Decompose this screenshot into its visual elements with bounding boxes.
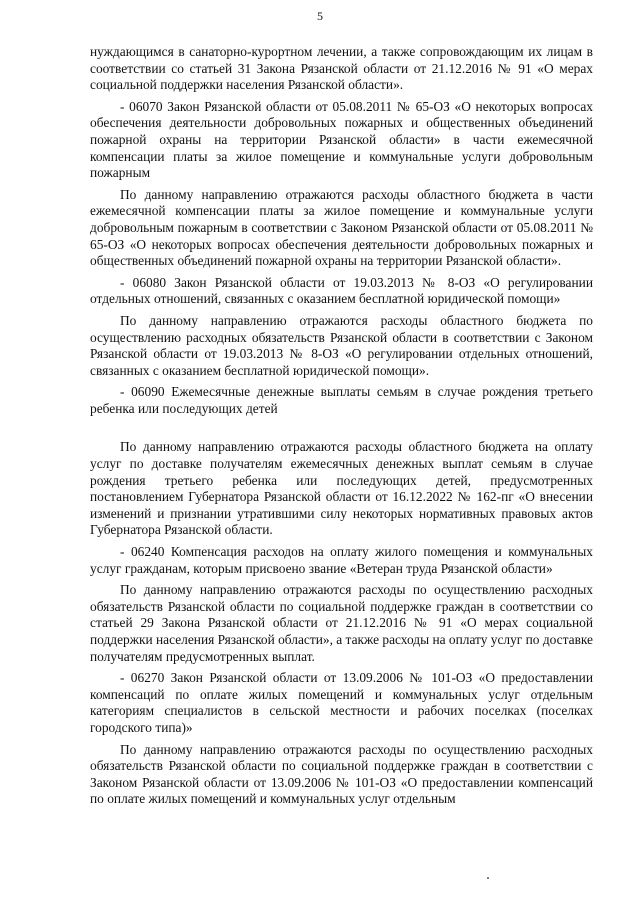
section-heading-06270: - 06270 Закон Рязанской области от 13.09.2006 № 101-ОЗ «О предоставлении компенсаций по оплате жилых помещений и коммунальных услуг отдельным категориям специалистов в сельской местности и рабочих поселках (поселках городского типа)» <box>90 670 593 735</box>
section-heading-06240: - 06240 Компенсация расходов на оплату жилого помещения и коммунальных услуг гражданам, которым присвоено звание «Ветеран труда Рязанской области» <box>90 544 593 576</box>
paragraph: По данному направлению отражаются расходы областного бюджета в части ежемесячной компенсации платы за жилое помещение и коммунальные услуги добровольным пожарным в соответствии с Законом Рязанской области от 05.08.2011 № 65-ОЗ «О некоторых вопросах обеспечения деятельности добровольных пожарных и общественных объединений пожарной охраны на территории Рязанской области». <box>90 186 593 269</box>
paragraph: нуждающимся в санаторно-курортном лечении, а также сопровождающим их лицам в соответствии со статьей 31 Закона Рязанской области от 21.12.2016 № 91 «О мерах социальной поддержки населения Рязанской области». <box>90 44 593 93</box>
document-body <box>90 44 593 813</box>
paragraph: По данному направлению отражаются расходы по осуществлению расходных обязательств Рязанской области по социальной поддержке граждан в соответствии с Законом Рязанской области от 13.09.2006 № 101-ОЗ «О предоставлении компенсаций по оплате жилых помещений и коммунальных услуг отдельным <box>90 741 593 807</box>
paragraph: По данному направлению отражаются расходы областного бюджета на оплату услуг по доставке получателям ежемесячных денежных выплат семьям в случае рождения третьего ребенка или последующих детей, предусмотренных постановлением Губернатора Рязанской области от 16.12.2022 № 162-пг «О внесении изменений и признании утратившими силу некоторых нормативных правовых актов Губернатора Рязанской области. <box>90 439 593 538</box>
page-number: 5 <box>317 9 323 23</box>
paragraph: По данному направлению отражаются расходы областного бюджета по осуществлению расходных обязательств Рязанской области в соответствии с Законом Рязанской области от 19.03.2013 № 8-ОЗ «О регулировании отдельных отношений, связанных с оказанием бесплатной юридической помощи». <box>90 312 593 378</box>
paragraph: По данному направлению отражаются расходы по осуществлению расходных обязательств Рязанской области по социальной поддержке граждан в соответствии со статьей 29 Закона Рязанской области от 21.12.2016 № 91 «О мерах социальной поддержки населения Рязанской области», а также расходы на оплату услуг по доставке получателям предусмотренных выплат. <box>90 582 594 664</box>
section-heading-06070: - 06070 Закон Рязанской области от 05.08.2011 № 65-ОЗ «О некоторых вопросах обеспечения деятельности добровольных пожарных и общественных объединений пожарной охраны на территории Рязанской области» в части ежемесячной компенсации платы за жилое помещение и коммунальные услуги добровольным пожарным <box>90 98 593 181</box>
section-heading-06080: - 06080 Закон Рязанской области от 19.03.2013 № 8-ОЗ «О регулировании отдельных отношений, связанных с оказанием бесплатной юридической помощи» <box>90 274 593 307</box>
scan-speck <box>487 877 489 879</box>
section-heading-06090: - 06090 Ежемесячные денежные выплаты семьям в случае рождения третьего ребенка или последующих детей <box>90 384 593 416</box>
